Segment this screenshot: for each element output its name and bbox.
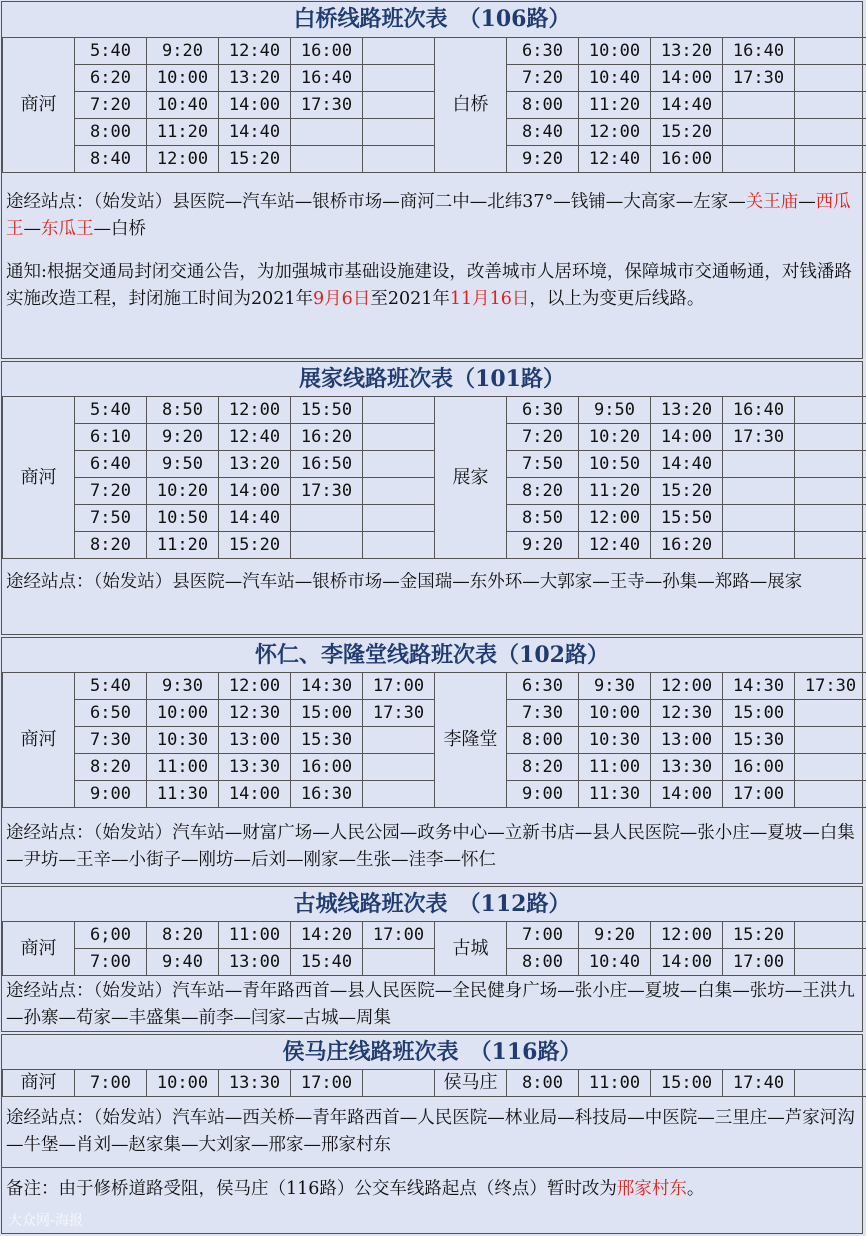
departure-time: 7:20 [75, 478, 147, 505]
departure-time: 11:20 [147, 119, 219, 146]
schedule-row [3, 922, 866, 949]
schedule-row [3, 65, 866, 92]
return-time: 8:40 [507, 119, 579, 146]
departure-time: 14:00 [219, 478, 291, 505]
schedule-row [3, 397, 866, 424]
departure-time: 6:20 [75, 65, 147, 92]
route-102-stops: 途经站点：（始发站）汽车站—财富广场—人民公园—政务中心—立新书店—县人民医院—张小庄—夏坡—白集—尹坊—王辛—小街子—刚坊—后刘—刚家—生张—洼李—怀仁 [6, 823, 855, 870]
return-time: 14:00 [651, 424, 723, 451]
departure-time: 5:40 [75, 673, 147, 700]
return-time: 11:20 [579, 478, 651, 505]
departure-time: 10:00 [147, 700, 219, 727]
departure-time: 10:40 [147, 92, 219, 119]
departure-time [363, 727, 435, 754]
return-time: 7:00 [507, 922, 579, 949]
return-time: 7:30 [507, 700, 579, 727]
route-102-section [1, 637, 863, 884]
return-time [795, 92, 866, 119]
schedule-row [3, 451, 866, 478]
departure-time: 7:00 [75, 949, 147, 976]
terminal-station: 白桥 [435, 38, 507, 173]
departure-time: 9:20 [147, 424, 219, 451]
return-time: 14:00 [651, 949, 723, 976]
return-time [723, 146, 795, 173]
departure-time: 9:30 [147, 673, 219, 700]
schedule-row [3, 781, 866, 808]
return-time [795, 65, 866, 92]
schedule-row [3, 478, 866, 505]
departure-time: 15:20 [219, 146, 291, 173]
return-time: 16:20 [651, 532, 723, 559]
route-106-notice [2, 259, 862, 313]
route-112-section [1, 886, 863, 1032]
return-time: 12:30 [651, 700, 723, 727]
schedule-row [3, 673, 866, 700]
return-time: 9:20 [579, 922, 651, 949]
return-time: 8:50 [507, 505, 579, 532]
route-116-stops: 途经站点：（始发站）汽车站—西关桥—青年路西首—人民医院—林业局—科技局—中医院—三里庄—芦家河沟—牛堡—肖刘—赵家集—大刘家—邢家—邢家村东 [6, 1108, 855, 1155]
return-time: 8:00 [507, 92, 579, 119]
departure-time [363, 532, 435, 559]
departure-time: 13:30 [219, 1070, 291, 1097]
departure-time: 12:40 [219, 38, 291, 65]
departure-time [291, 532, 363, 559]
route-102-title: 怀仁、李隆堂线路班次表（102路） [255, 642, 609, 668]
departure-time: 8:00 [75, 119, 147, 146]
departure-time: 10:20 [147, 478, 219, 505]
return-time: 11:30 [579, 781, 651, 808]
return-time [795, 397, 866, 424]
return-time: 10:40 [579, 65, 651, 92]
stops-sep: — [23, 219, 41, 239]
route-106-title: 白桥线路班次表 （106路） [293, 6, 571, 32]
route-116-section [1, 1034, 863, 1234]
departure-time: 16:00 [291, 754, 363, 781]
return-time: 17:00 [723, 781, 795, 808]
return-time [723, 478, 795, 505]
departure-time: 9:20 [147, 38, 219, 65]
departure-time [363, 949, 435, 976]
departure-time: 12:00 [219, 397, 291, 424]
stops-sep: — [798, 192, 816, 212]
return-time [723, 532, 795, 559]
remark-text: 备注：由于修桥道路受阻，侯马庄（116路）公交车线路起点（终点）暂时改为 [6, 1179, 617, 1199]
remark-new-terminus: 邢家村东 [616, 1179, 687, 1199]
departure-time [291, 119, 363, 146]
origin-station: 商河 [3, 397, 75, 559]
departure-time: 14:30 [291, 673, 363, 700]
departure-time: 10:00 [147, 1070, 219, 1097]
return-time [795, 1070, 866, 1097]
departure-time: 17:00 [363, 922, 435, 949]
return-time: 17:00 [723, 949, 795, 976]
notice-start-date: 9月6日 [313, 289, 371, 309]
return-time: 12:00 [579, 505, 651, 532]
departure-time: 8:20 [75, 754, 147, 781]
return-time: 16:00 [723, 754, 795, 781]
departure-time: 16:40 [291, 65, 363, 92]
return-time: 13:30 [651, 754, 723, 781]
departure-time [363, 451, 435, 478]
return-time [795, 505, 866, 532]
departure-time: 10:00 [147, 65, 219, 92]
departure-time: 15:30 [291, 727, 363, 754]
return-time: 12:00 [651, 673, 723, 700]
route-112-table [2, 921, 866, 976]
schedule-row [3, 92, 866, 119]
notice-text: 通知:根据交通局封闭交通公告，为加强城市基础设施建设，改善城市人居环境，保障城市交通畅通，对钱潘路实施改造工程，封闭施工时间为2021年 [6, 262, 852, 309]
return-time: 12:40 [579, 532, 651, 559]
return-time: 17:40 [723, 1070, 795, 1097]
return-time [795, 700, 866, 727]
return-time: 11:00 [579, 1070, 651, 1097]
departure-time: 8:40 [75, 146, 147, 173]
return-time: 10:00 [579, 38, 651, 65]
return-time: 8:00 [507, 949, 579, 976]
departure-time: 12:40 [219, 424, 291, 451]
route-102-table [2, 672, 866, 808]
return-time: 14:40 [651, 451, 723, 478]
return-time: 17:30 [723, 65, 795, 92]
departure-time: 5:40 [75, 397, 147, 424]
return-time [795, 754, 866, 781]
return-time [723, 92, 795, 119]
return-time [795, 119, 866, 146]
notice-text: 至2021年 [370, 289, 450, 309]
return-time: 14:00 [651, 65, 723, 92]
departure-time [363, 424, 435, 451]
departure-time: 9:50 [147, 451, 219, 478]
return-time: 10:30 [579, 727, 651, 754]
departure-time: 14:00 [219, 781, 291, 808]
notice-end-date: 11月16日 [449, 289, 530, 309]
route-106-table [2, 37, 866, 173]
departure-time: 13:20 [219, 451, 291, 478]
return-time: 16:00 [651, 146, 723, 173]
departure-time [291, 146, 363, 173]
return-time: 16:40 [723, 397, 795, 424]
route-116-table [2, 1069, 866, 1097]
terminal-station: 古城 [435, 922, 507, 976]
return-time: 9:30 [579, 673, 651, 700]
return-time: 14:30 [723, 673, 795, 700]
departure-time [363, 65, 435, 92]
departure-time: 10:30 [147, 727, 219, 754]
departure-time: 16:20 [291, 424, 363, 451]
return-time: 11:00 [579, 754, 651, 781]
return-time: 10:20 [579, 424, 651, 451]
departure-time: 17:30 [291, 92, 363, 119]
route-101-table [2, 396, 866, 559]
schedule-row [3, 505, 866, 532]
schedule-row [3, 949, 866, 976]
departure-time: 8:50 [147, 397, 219, 424]
schedule-row [3, 119, 866, 146]
return-time: 10:00 [579, 700, 651, 727]
departure-time: 11:20 [147, 532, 219, 559]
return-time: 12:40 [579, 146, 651, 173]
departure-time: 9:40 [147, 949, 219, 976]
terminal-station: 侯马庄 [435, 1070, 507, 1097]
origin-station: 商河 [3, 1070, 75, 1097]
schedule-row [3, 700, 866, 727]
departure-time: 12:00 [219, 673, 291, 700]
departure-time: 10:50 [147, 505, 219, 532]
departure-time: 17:30 [291, 478, 363, 505]
route-112-title: 古城线路班次表 （112路） [293, 891, 571, 917]
schedule-row [3, 38, 866, 65]
departure-time: 16:30 [291, 781, 363, 808]
schedule-row [3, 727, 866, 754]
return-time: 6:30 [507, 397, 579, 424]
terminal-station: 展家 [435, 397, 507, 559]
departure-time [363, 478, 435, 505]
route-116-title: 侯马庄线路班次表 （116路） [282, 1039, 582, 1065]
departure-time: 6;00 [75, 922, 147, 949]
return-time [723, 505, 795, 532]
return-time: 8:20 [507, 478, 579, 505]
return-time: 9:20 [507, 532, 579, 559]
return-time: 13:20 [651, 397, 723, 424]
departure-time: 7:00 [75, 1070, 147, 1097]
departure-time: 9:00 [75, 781, 147, 808]
route-112-stops: 途经站点：（始发站）汽车站—青年路西首—县人民医院—全民健身广场—张小庄—夏坡—白集—张坊—王洪九—孙寨—苟家—丰盛集—前李—闫家—古城—周集 [6, 981, 855, 1028]
return-time [795, 949, 866, 976]
stops-text-end: —白桥 [93, 219, 146, 239]
departure-time: 17:00 [363, 673, 435, 700]
schedule-row [3, 1070, 866, 1097]
return-time: 15:50 [651, 505, 723, 532]
departure-time [363, 38, 435, 65]
departure-time: 15:50 [291, 397, 363, 424]
departure-time: 7:30 [75, 727, 147, 754]
return-time: 13:20 [651, 38, 723, 65]
departure-time: 15:40 [291, 949, 363, 976]
return-time: 10:40 [579, 949, 651, 976]
return-time: 15:30 [723, 727, 795, 754]
departure-time: 13:20 [219, 65, 291, 92]
departure-time: 6:40 [75, 451, 147, 478]
departure-time: 16:00 [291, 38, 363, 65]
departure-time: 13:00 [219, 949, 291, 976]
departure-time: 13:30 [219, 754, 291, 781]
return-time [795, 451, 866, 478]
route-101-section [1, 361, 863, 635]
return-time: 6:30 [507, 38, 579, 65]
origin-station: 商河 [3, 673, 75, 808]
departure-time: 14:40 [219, 505, 291, 532]
return-time: 15:20 [651, 478, 723, 505]
departure-time: 13:00 [219, 727, 291, 754]
schedule-row [3, 754, 866, 781]
departure-time: 7:50 [75, 505, 147, 532]
departure-time [363, 754, 435, 781]
departure-time: 11:30 [147, 781, 219, 808]
departure-time [363, 146, 435, 173]
departure-time: 15:20 [219, 532, 291, 559]
schedule-row [3, 424, 866, 451]
return-time [795, 146, 866, 173]
return-time [795, 424, 866, 451]
return-time: 17:30 [795, 673, 866, 700]
return-time [795, 532, 866, 559]
return-time: 11:20 [579, 92, 651, 119]
stops-text: 途经站点：（始发站）县医院—汽车站—银桥市场—商河二中—北纬37°—钱铺—大高家—左家— [6, 192, 746, 212]
departure-time [363, 397, 435, 424]
departure-time [363, 92, 435, 119]
departure-time: 14:40 [219, 119, 291, 146]
route-101-title: 展家线路班次表（101路） [299, 366, 565, 392]
departure-time: 12:30 [219, 700, 291, 727]
return-time: 12:00 [579, 119, 651, 146]
return-time [723, 119, 795, 146]
return-time: 8:00 [507, 1070, 579, 1097]
return-time: 12:00 [651, 922, 723, 949]
return-time [795, 922, 866, 949]
return-time: 10:50 [579, 451, 651, 478]
return-time [795, 727, 866, 754]
departure-time: 8:20 [75, 532, 147, 559]
route-106-section [1, 1, 863, 359]
route-101-stops: 途经站点：（始发站）县医院—汽车站—银桥市场—金国瑞—东外环—大郭家—王寺—孙集—郑路—展家 [6, 572, 803, 592]
watermark: 大众网-海报 [8, 1213, 84, 1229]
departure-time: 8:20 [147, 922, 219, 949]
departure-time: 14:20 [291, 922, 363, 949]
schedule-row [3, 532, 866, 559]
return-time: 7:20 [507, 65, 579, 92]
return-time: 9:00 [507, 781, 579, 808]
return-time: 8:00 [507, 727, 579, 754]
stop-dongguawang: 东瓜王 [41, 219, 94, 239]
departure-time: 12:00 [147, 146, 219, 173]
departure-time: 5:40 [75, 38, 147, 65]
departure-time [363, 781, 435, 808]
return-time: 14:40 [651, 92, 723, 119]
stop-guanwangmiao: 关王庙 [745, 192, 799, 212]
return-time: 13:00 [651, 727, 723, 754]
return-time: 15:00 [651, 1070, 723, 1097]
schedule-row [3, 146, 866, 173]
return-time: 15:00 [723, 700, 795, 727]
departure-time [363, 119, 435, 146]
notice-text-end: ，以上为变更后线路。 [529, 289, 705, 309]
departure-time [363, 1070, 435, 1097]
stop-xiguawang: 西瓜王 [6, 192, 851, 239]
departure-time: 15:00 [291, 700, 363, 727]
return-time: 14:00 [651, 781, 723, 808]
return-time [795, 781, 866, 808]
return-time: 6:30 [507, 673, 579, 700]
departure-time: 16:50 [291, 451, 363, 478]
return-time [795, 478, 866, 505]
return-time: 8:20 [507, 754, 579, 781]
return-time: 15:20 [723, 922, 795, 949]
origin-station: 商河 [3, 922, 75, 976]
return-time: 16:40 [723, 38, 795, 65]
origin-station: 商河 [3, 38, 75, 173]
route-106-stops [2, 189, 862, 243]
departure-time [291, 505, 363, 532]
return-time: 7:20 [507, 424, 579, 451]
departure-time: 17:00 [291, 1070, 363, 1097]
return-time: 17:30 [723, 424, 795, 451]
route-116-remark [2, 1167, 862, 1203]
departure-time: 17:30 [363, 700, 435, 727]
departure-time: 7:20 [75, 92, 147, 119]
remark-text-end: 。 [686, 1179, 705, 1199]
return-time: 15:20 [651, 119, 723, 146]
departure-time: 6:10 [75, 424, 147, 451]
departure-time: 11:00 [147, 754, 219, 781]
departure-time: 6:50 [75, 700, 147, 727]
departure-time [363, 505, 435, 532]
terminal-station: 李隆堂 [435, 673, 507, 808]
return-time [723, 451, 795, 478]
return-time: 9:50 [579, 397, 651, 424]
departure-time: 14:00 [219, 92, 291, 119]
departure-time: 11:00 [219, 922, 291, 949]
return-time: 9:20 [507, 146, 579, 173]
return-time: 7:50 [507, 451, 579, 478]
return-time [795, 38, 866, 65]
